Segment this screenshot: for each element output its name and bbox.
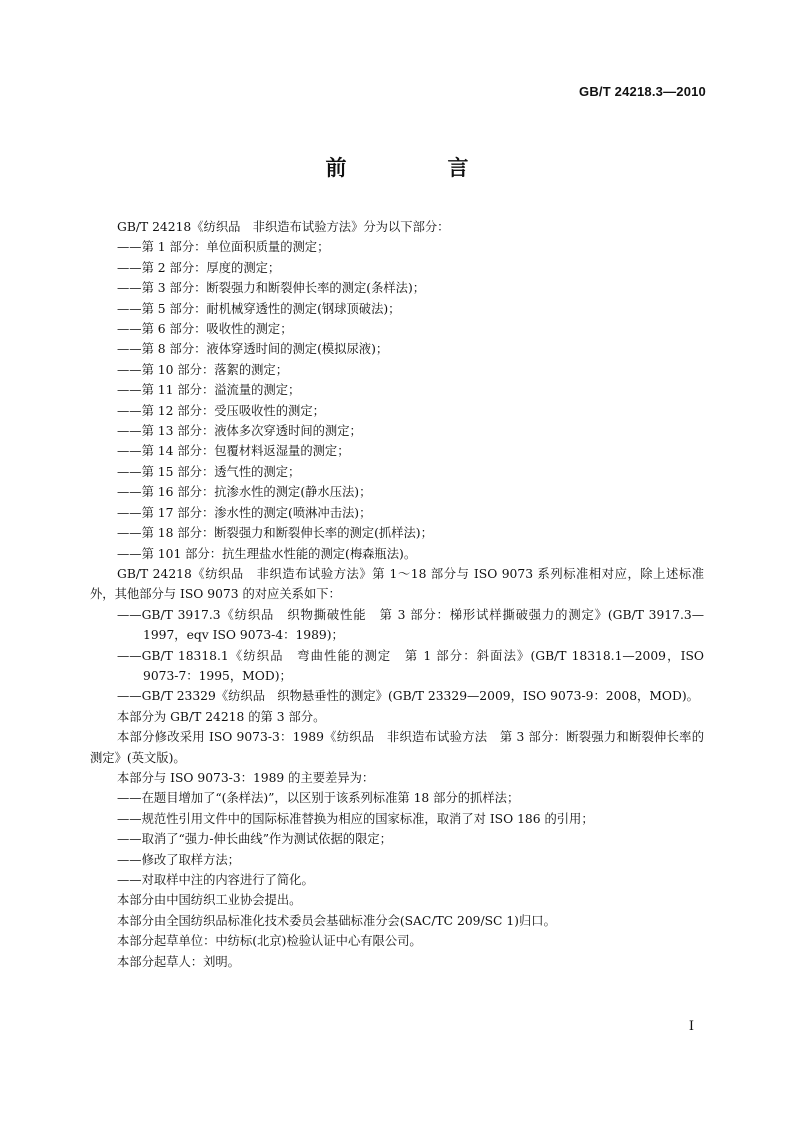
list-item: ——GB/T 23329《纺织品 织物悬垂性的测定》(GB/T 23329—2009，ISO 9073-9：2008，MOD)。: [117, 689, 699, 704]
list-item: ——第 2 部分：厚度的测定；: [117, 260, 281, 275]
differences-intro: 本部分与 ISO 9073-3：1989 的主要差异为：: [117, 770, 375, 785]
list-item: ——第 6 部分：吸收性的测定；: [117, 322, 293, 337]
list-item: ——在题目增加了“(条样法)”，以区别于该系列标准第 18 部分的抓样法；: [117, 791, 520, 806]
list-item: ——第 16 部分：抗渗水性的测定(静水压法)；: [117, 485, 372, 500]
document-body: [90, 217, 708, 972]
parts-list: [90, 237, 704, 564]
list-item: ——对取样中注的内容进行了简化。: [117, 873, 314, 887]
standard-code: GB/T 24218.3—2010: [579, 84, 706, 99]
adoption-paragraph: 本部分修改采用 ISO 9073-3：1989《纺织品 非织造布试验方法 第 3 部分：断裂强力和断裂伸长率的测定》(英文版)。: [90, 730, 704, 765]
list-item: ——第 10 部分：落絮的测定；: [117, 362, 289, 377]
list-item: ——第 12 部分：受压吸收性的测定；: [117, 403, 325, 418]
list-item: ——第 18 部分：断裂强力和断裂伸长率的测定(抓样法)；: [117, 526, 433, 541]
list-item: ——第 8 部分：液体穿透时间的测定(模拟尿液)；: [117, 342, 389, 357]
part-statement: 本部分为 GB/T 24218 的第 3 部分。: [117, 709, 326, 724]
list-item: ——取消了“强力-伸长曲线”作为测试依据的限定；: [117, 832, 392, 847]
proposed-by: 本部分由中国纺织工业协会提出。: [117, 893, 302, 908]
list-item: ——GB/T 18318.1《纺织品 弯曲性能的测定 第 1 部分：斜面法》(GB/T 18318.1—2009，ISO 9073-7：1995，MOD)；: [117, 648, 708, 683]
list-item: ——第 11 部分：溢流量的测定；: [117, 383, 301, 398]
differences-list: [90, 788, 704, 890]
correspondence-list: [90, 605, 708, 707]
list-item: ——第 101 部分：抗生理盐水性能的测定(梅森瓶法)。: [117, 546, 417, 561]
drafting-unit: 本部分起草单位：中纺标(北京)检验认证中心有限公司。: [117, 934, 422, 949]
page-number: I: [688, 1019, 694, 1034]
list-item: ——第 1 部分：单位面积质量的测定；: [117, 240, 330, 255]
correspondence-paragraph: GB/T 24218《纺织品 非织造布试验方法》第 1～18 部分与 ISO 9073 系列标准相对应，除上述标准外，其他部分与 ISO 9073 的对应关系如下：: [90, 566, 704, 602]
list-item: ——第 15 部分：透气性的测定；: [117, 464, 301, 479]
page-title: 前 言: [325, 155, 509, 180]
list-item: ——第 17 部分：渗水性的测定(喷淋冲击法)；: [117, 505, 372, 520]
list-item: ——第 13 部分：液体多次穿透时间的测定；: [117, 424, 362, 439]
list-item: ——GB/T 3917.3《纺织品 织物撕破性能 第 3 部分：梯形试样撕破强力的测定》(GB/T 3917.3—1997，eqv ISO 9073-4：1989)；: [117, 607, 704, 643]
drafter: 本部分起草人：刘明。: [117, 954, 240, 969]
list-item: ——修改了取样方法；: [117, 852, 240, 867]
list-item: ——第 5 部分：耐机械穿透性的测定(钢球顶破法)；: [117, 301, 401, 316]
managed-by: 本部分由全国纺织品标准化技术委员会基础标准分会(SAC/TC 209/SC 1)归口。: [117, 913, 556, 928]
list-item: ——规范性引用文件中的国际标准替换为相应的国家标准，取消了对 ISO 186 的引用；: [117, 811, 594, 826]
list-item: ——第 14 部分：包覆材料返湿量的测定；: [117, 444, 350, 459]
intro-paragraph: GB/T 24218《纺织品 非织造布试验方法》分为以下部分：: [117, 220, 450, 234]
list-item: ——第 3 部分：断裂强力和断裂伸长率的测定(条样法)；: [117, 281, 426, 296]
